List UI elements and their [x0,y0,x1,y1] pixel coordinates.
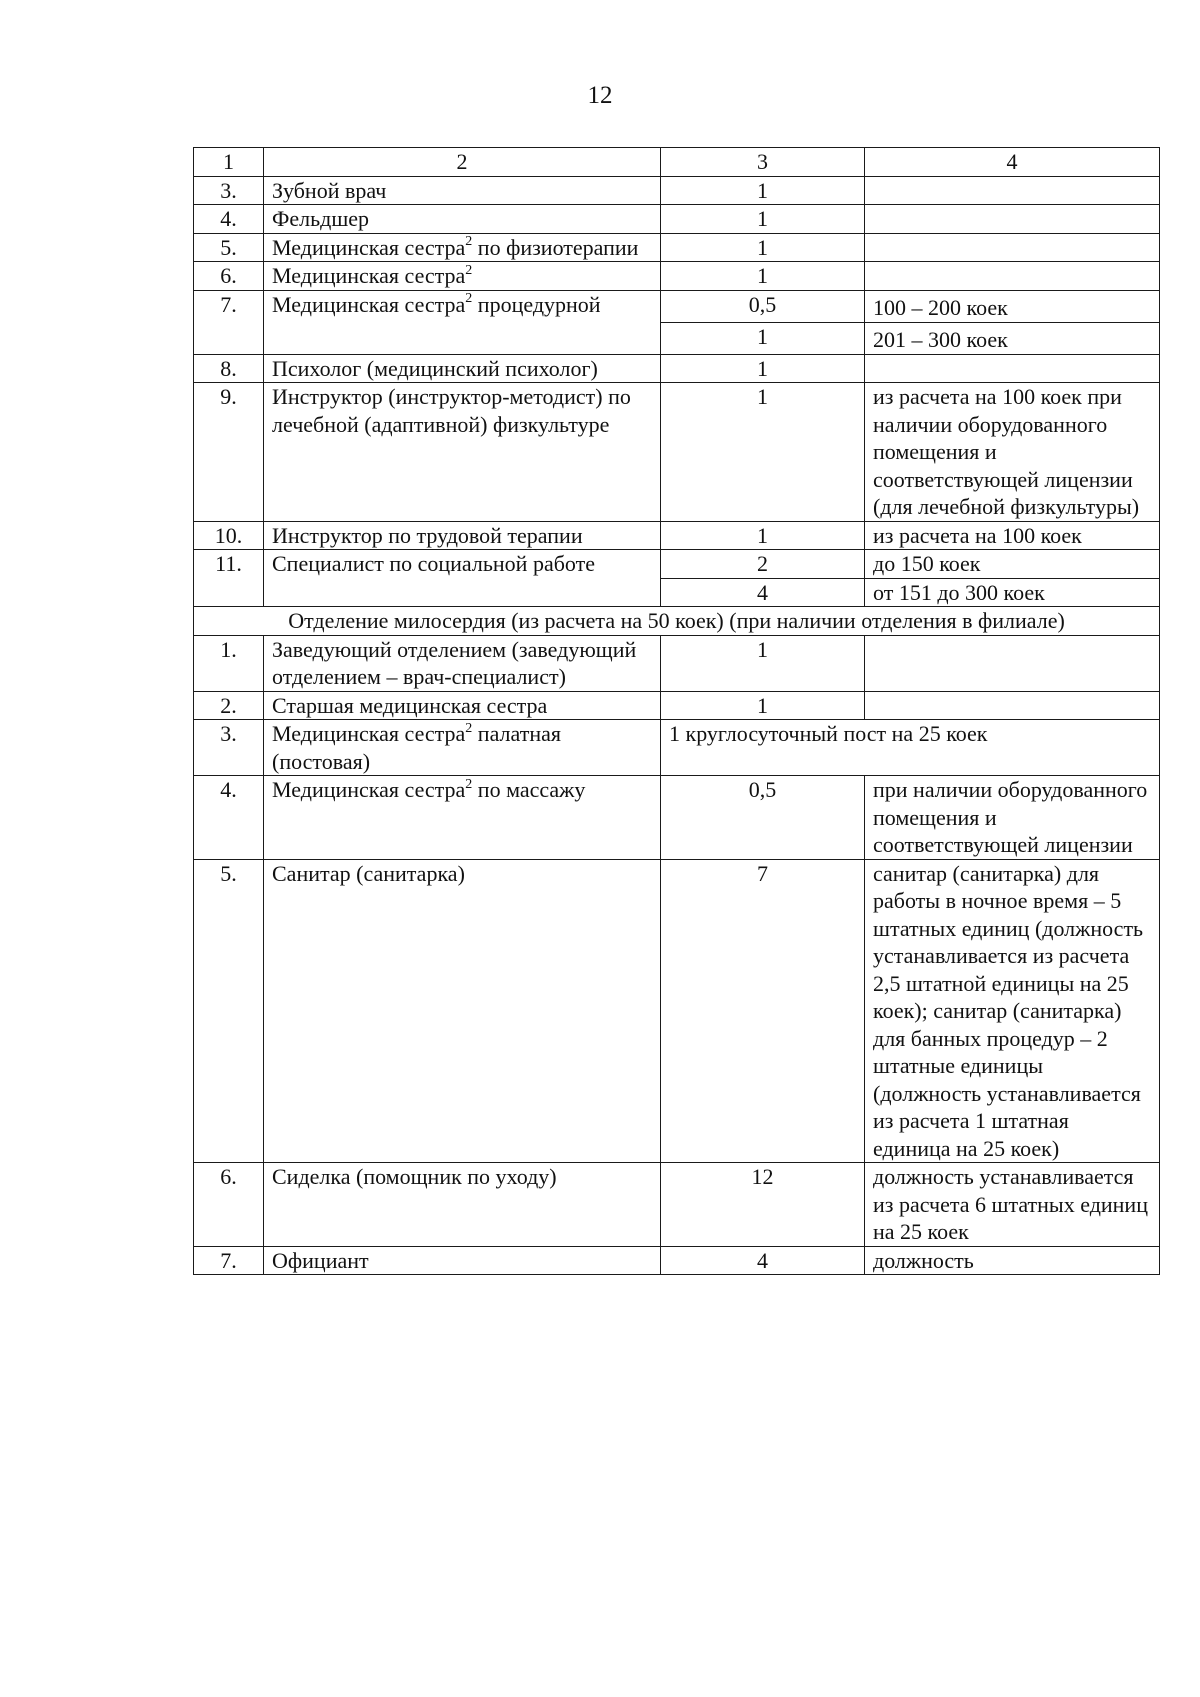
table-header-row [194,148,1160,177]
row-number: 7. [194,290,264,354]
position-name: Психолог (медицинский психолог) [264,354,661,383]
note: должность [865,1246,1160,1275]
table-row [194,354,1160,383]
position-name-suffix: по массажу [472,777,586,802]
table-row [194,262,1160,291]
footnote-mark: 2 [465,262,473,278]
position-name: Заведующий отделением (заведующий отделением – врач-специалист) [264,635,661,691]
row-number: 3. [194,176,264,205]
row-number: 3. [194,720,264,776]
row-number: 5. [194,233,264,262]
column-header-3: 3 [661,148,865,177]
table-row [194,720,1160,776]
staff-units: 1 [661,383,865,522]
note [865,354,1160,383]
staff-units: 0,5 [661,290,865,322]
staff-units: 12 [661,1163,865,1247]
staff-units: 4 [661,578,865,607]
table-row [194,776,1160,860]
column-header-2: 2 [264,148,661,177]
staff-units: 4 [661,1246,865,1275]
staff-units: 7 [661,859,865,1163]
staff-units: 1 [661,205,865,234]
table-row [194,691,1160,720]
staff-units: 1 [661,354,865,383]
table-row [194,383,1160,522]
footnote-mark: 2 [465,776,473,792]
table-row [194,233,1160,262]
note [865,176,1160,205]
note: 201 – 300 коек [865,322,1160,354]
position-name [264,776,661,860]
table-row [194,176,1160,205]
note: до 150 коек [865,550,1160,579]
position-name-main: Медицинская сестра [272,777,466,802]
position-name: Зубной врач [264,176,661,205]
staff-units: 1 [661,322,865,354]
section-heading-row [194,607,1160,636]
note: должность устанавливается из расчета 6 штатных единиц на 25 коек [865,1163,1160,1247]
row-number: 6. [194,1163,264,1247]
table-row [194,205,1160,234]
position-name: Старшая медицинская сестра [264,691,661,720]
table-row [194,1246,1160,1275]
table-row [194,290,1160,322]
position-name: Санитар (санитарка) [264,859,661,1163]
table-row [194,550,1160,579]
note [865,233,1160,262]
position-name: Сиделка (помощник по уходу) [264,1163,661,1247]
note: из расчета на 100 коек [865,521,1160,550]
position-name-suffix: процедурной [472,291,601,317]
table-row [194,859,1160,1163]
row-number: 4. [194,776,264,860]
row-number: 9. [194,383,264,522]
staff-units: 1 [661,691,865,720]
position-name: Официант [264,1246,661,1275]
column-header-4: 4 [865,148,1160,177]
note: при наличии оборудованного помещения и соответствующей лицензии [865,776,1160,860]
position-name-main: Медицинская сестра [272,263,466,288]
row-number: 8. [194,354,264,383]
table-row [194,635,1160,691]
row-number: 6. [194,262,264,291]
position-name: Инструктор (инструктор-методист) по лечебной (адаптивной) физкультуре [264,383,661,522]
note: от 151 до 300 коек [865,578,1160,607]
row-number: 4. [194,205,264,234]
position-name: Инструктор по трудовой терапии [264,521,661,550]
note [865,635,1160,691]
staff-units-merged: 1 круглосуточный пост на 25 коек [661,720,1160,776]
position-name [264,262,661,291]
position-name-suffix: палатная (постовая) [272,721,561,774]
footnote-mark: 2 [465,720,473,736]
position-name-suffix: по физиотерапии [472,234,639,260]
position-name [264,233,661,262]
footnote-mark: 2 [465,234,473,250]
row-number: 5. [194,859,264,1163]
note: санитар (санитарка) для работы в ночное время – 5 штатных единиц (должность устанавливается из расчета 2,5 штатной единицы на 25 коек); санитар (санитарка) для банных процедур – 2 штатные единицы (должность устанавливается из расчета 1 штатная единица на 25 коек) [865,859,1160,1163]
staff-units: 0,5 [661,776,865,860]
position-name: Специалист по социальной работе [264,550,661,607]
row-number: 11. [194,550,264,607]
staff-units: 2 [661,550,865,579]
table-row [194,521,1160,550]
row-number: 10. [194,521,264,550]
row-number: 2. [194,691,264,720]
staff-units: 1 [661,233,865,262]
note [865,205,1160,234]
footnote-mark: 2 [465,291,473,307]
position-name: Фельдшер [264,205,661,234]
staff-units: 1 [661,635,865,691]
column-header-1: 1 [194,148,264,177]
position-name-main: Медицинская сестра [272,721,466,746]
section-title: Отделение милосердия (из расчета на 50 коек) (при наличии отделения в филиале) [194,607,1160,636]
table-row [194,1163,1160,1247]
row-number: 1. [194,635,264,691]
note: 100 – 200 коек [865,290,1160,322]
note [865,262,1160,291]
staff-units: 1 [661,262,865,291]
page-number: 12 [587,82,613,109]
row-number: 7. [194,1246,264,1275]
note: из расчета на 100 коек при наличии оборудованного помещения и соответствующей лицензии (для лечебной физкультуры) [865,383,1160,522]
staff-units: 1 [661,521,865,550]
staffing-table [193,147,1160,1275]
position-name-main: Медицинская сестра [272,234,466,260]
position-name-main: Медицинская сестра [272,291,466,317]
position-name [264,290,661,354]
note [865,691,1160,720]
position-name [264,720,661,776]
staff-units: 1 [661,176,865,205]
